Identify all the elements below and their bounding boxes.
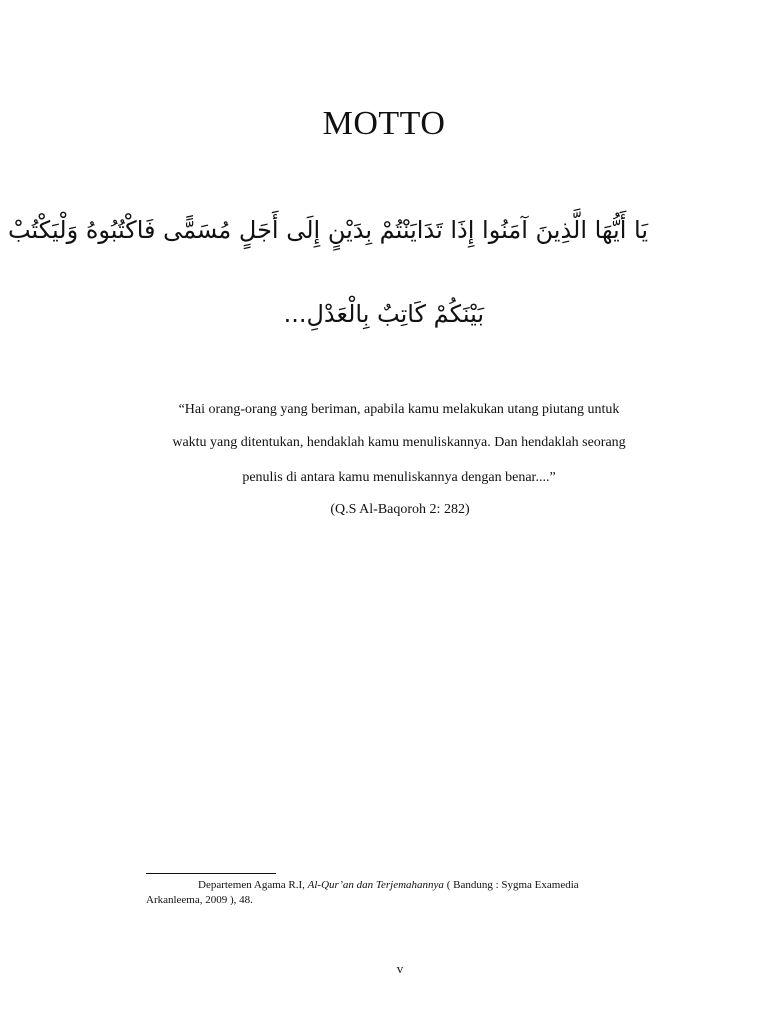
translation-line-3: penulis di antara kamu menuliskannya dengan benar....” [242, 470, 556, 485]
footnote-book-title: Al-Qur’an dan Terjemahannya [307, 879, 444, 891]
page-number: v [396, 961, 404, 976]
page-title: MOTTO [322, 105, 446, 142]
footnote [146, 878, 666, 908]
arabic-verse-line-1: يَا أَيُّهَا الَّذِينَ آمَنُوا إِذَا تَدَايَنْتُمْ بِدَيْنٍ إِلَى أَجَلٍ مُسَمًّى فَاكْتُبُوهُ وَلْيَكْتُبْ [7, 216, 648, 244]
footnote-publisher-part-2: Arkanleema, 2009 ), 48. [146, 894, 253, 906]
footnote-publisher-part-1: ( Bandung : Sygma Examedia [443, 879, 579, 891]
translation-line-1: “Hai orang-orang yang beriman, apabila kamu melakukan utang piutang untuk [178, 402, 620, 417]
arabic-verse-line-2: بَيْنَكُمْ كَاتِبٌ بِالْعَدْلِ... [283, 300, 484, 328]
footnote-author: Departemen Agama R.I, [198, 879, 305, 891]
verse-citation: (Q.S Al-Baqoroh 2: 282) [330, 502, 470, 517]
footnote-line-1 [146, 878, 666, 893]
footnote-rule [146, 873, 276, 874]
translation-line-2: waktu yang ditentukan, hendaklah kamu menuliskannya. Dan hendaklah seorang [172, 435, 626, 450]
